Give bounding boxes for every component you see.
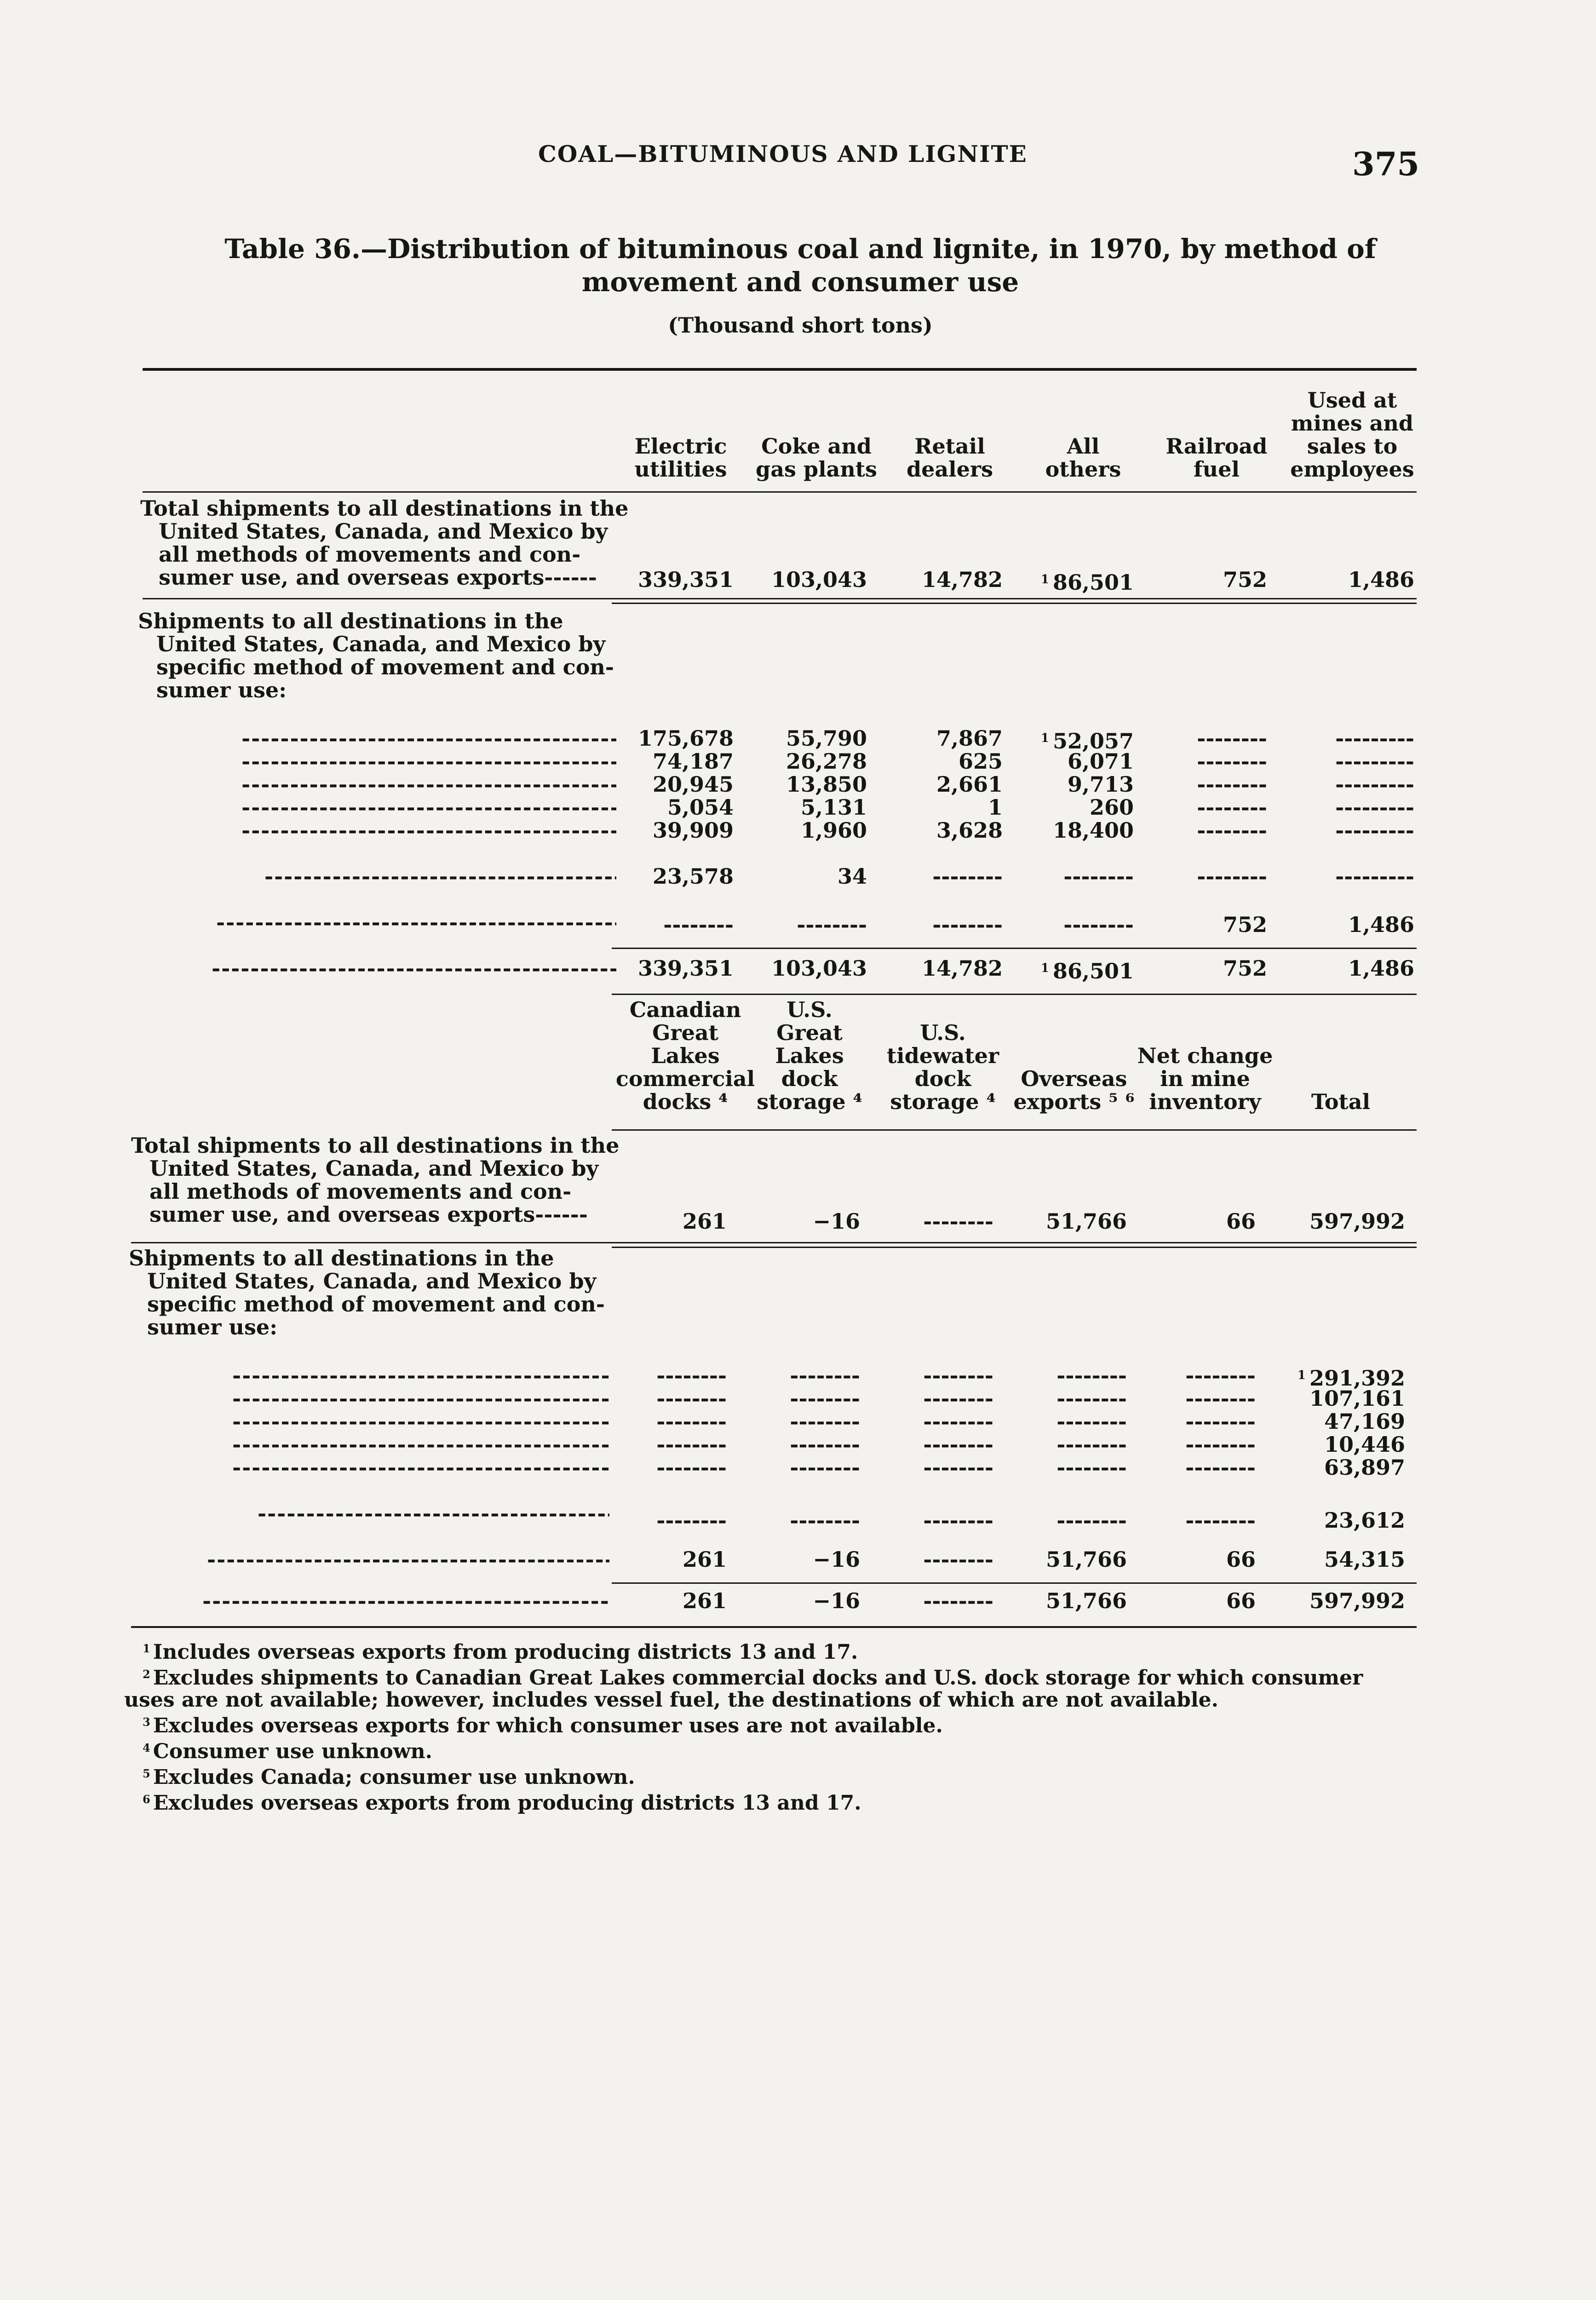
part2-column-header-line: in mine [1160,1066,1250,1091]
part2-tramway-cell: -------- [656,1508,727,1533]
part2-total-shipments-cell: 261 [682,1209,727,1234]
part1-row-label [241,773,616,796]
footnote-item [124,1638,1421,1663]
footnote-item [124,1737,1421,1763]
part1-column-header-line: Retail [914,434,985,459]
part2-row-cell: -------- [1185,1409,1256,1434]
part1-row-cell: 5,054 [667,795,734,820]
part2-column-header-line: Net change [1137,1043,1273,1068]
table-rule [143,491,1417,493]
part2-column-header-line: commercial [615,1066,755,1091]
part1-grand-total-label [212,957,616,980]
part2-row-cell: -------- [1056,1409,1127,1434]
part1-column-header-line: Coke and [761,434,872,459]
part2-row-cell: $^1$ 291,392 [1297,1366,1405,1391]
part2-row-cell: -------- [790,1409,860,1434]
part2-column-header-line: Lakes [775,1043,844,1068]
part1-column-header [1138,435,1295,481]
part1-specific-label [138,610,614,702]
part2-column-header-line: Total [1311,1089,1371,1114]
part2-row-cell: -------- [1185,1386,1256,1411]
part1-unknown-cell: -------- [1063,912,1134,937]
part2-specific-label-line: specific method of movement and con- [147,1292,605,1317]
part2-specific-label-line: United States, Canada, and Mexico by [147,1269,597,1294]
footnote-mark: 2 [143,1668,150,1681]
footnote-text: Excludes overseas exports from producing districts 13 and 17. [153,1791,861,1815]
part1-specific-label-line: Shipments to all destinations in the [138,609,563,633]
part1-row-cell: 2,661 [936,772,1003,797]
part2-tramway-cell: 23,612 [1324,1508,1405,1533]
part2-column-header-line: U.S. [787,997,832,1022]
part1-row-cell: 3,628 [936,818,1003,843]
part2-column-header-line: storage ⁴ [757,1089,862,1114]
part2-column-header-line: exports ⁵ ⁶ [1013,1089,1135,1114]
part2-grand-total-cell: −16 [813,1588,860,1613]
part1-total-shipments-cell: 752 [1223,567,1267,592]
part2-column-header-line: inventory [1149,1089,1261,1114]
part2-row-cell: 10,446 [1324,1432,1405,1457]
table-title-line-2: movement and consumer use [581,266,1019,298]
footnote-item [124,1663,1421,1689]
part1-row-cell: --------- [1335,749,1414,774]
part1-row-cell: --------- [1335,772,1414,797]
part2-unknown-cell: -------- [923,1547,993,1572]
part2-column-header-line: dock [781,1066,838,1091]
part2-unknown-cell: 54,315 [1324,1547,1405,1572]
part2-total-shipments-label [131,1134,619,1226]
part2-row-cell: -------- [1056,1432,1127,1457]
part2-total-shipments-cell: 66 [1226,1209,1256,1234]
part1-total-shipments-label-line: all methods of movements and con- [159,542,581,567]
footnote-text: Excludes Canada; consumer use unknown. [153,1765,635,1789]
part2-row-cell: -------- [923,1432,993,1457]
part1-tramway-cell: -------- [1197,864,1267,889]
part2-row-cell: -------- [656,1386,727,1411]
table-rule [612,1129,1417,1131]
part1-row-cell: 175,678 [637,726,734,751]
part2-row-cell: -------- [790,1455,860,1480]
part1-row-cell: --------- [1335,726,1414,751]
part2-grand-total-cell: 261 [682,1588,727,1613]
part2-total-shipments-label-line: United States, Canada, and Mexico by [149,1156,599,1181]
part1-row-cell: -------- [1197,726,1267,751]
footnote-item [124,1689,1421,1711]
part1-unknown-cell: 1,486 [1348,912,1414,937]
part2-grand-total-cell: 597,992 [1309,1588,1405,1613]
part1-column-header [1274,389,1430,481]
footnote-mark: 6 [143,1793,150,1806]
part2-column-header [731,998,888,1113]
part1-row-cell: 6,071 [1067,749,1134,774]
page-number: 375 [1352,145,1420,183]
part2-column-header-line: tidewater [886,1043,999,1068]
part1-row-cell: 26,278 [786,749,867,774]
part2-total-shipments-cell: −16 [813,1209,860,1234]
part2-row-label [232,1364,609,1387]
part1-tramway-cell: -------- [932,864,1003,889]
part2-column-header-line: storage ⁴ [890,1089,996,1114]
footnote-mark: 5 [143,1767,150,1780]
part1-row-label [241,727,616,750]
part1-total-shipments-label-line: Total shipments to all destinations in the [140,496,629,521]
part2-row-cell: -------- [1185,1432,1256,1457]
table-rule [143,598,1417,599]
part2-row-cell: -------- [923,1455,993,1480]
part1-column-header-line: gas plants [756,457,877,482]
part1-row-cell: 260 [1089,795,1134,820]
part1-column-header-line: others [1045,457,1121,482]
part1-column-header [872,435,1028,481]
part1-row-cell: 9,713 [1067,772,1134,797]
part1-row-label [241,819,616,842]
part1-total-shipments-cell: $^1$ 86,501 [1040,570,1134,595]
part1-unknown-cell: 752 [1223,912,1267,937]
part1-total-shipments-label-line: United States, Canada, and Mexico by [159,519,608,544]
part1-column-header-line: utilities [634,457,727,482]
part1-unknown-cell: -------- [932,912,1003,937]
part2-column-header-line: docks ⁴ [643,1089,728,1114]
part2-column-header-line: Canadian [629,997,741,1022]
part1-row-cell: -------- [1197,795,1267,820]
footnote-text: Excludes overseas exports for which consumer uses are not available. [153,1714,943,1737]
part2-tramway-cell: -------- [923,1508,993,1533]
part2-row-cell: -------- [1056,1455,1127,1480]
part1-grand-total-cell: 1,486 [1348,956,1414,981]
footnotes [124,1638,1421,1814]
part1-row-cell: -------- [1197,749,1267,774]
footnote-mark: 1 [1040,961,1049,975]
part1-specific-label-line: specific method of movement and con- [156,655,614,679]
part1-tramway-cell: 34 [837,864,867,889]
part1-tramway-cell: --------- [1335,864,1414,889]
part2-row-cell: -------- [923,1386,993,1411]
table-rule [612,1582,1417,1584]
part2-row-cell: -------- [1185,1363,1256,1388]
part1-tramway-cell: -------- [1063,864,1134,889]
part2-unknown-cell: 261 [682,1547,727,1572]
part2-grand-total-label [202,1589,609,1612]
part2-row-cell: -------- [923,1409,993,1434]
part1-column-header-line: All [1067,434,1100,459]
running-head: COAL—BITUMINOUS AND LIGNITE [538,140,1028,167]
footnote-mark: 1 [1040,573,1049,586]
part2-row-cell: -------- [1056,1386,1127,1411]
part1-column-header [738,435,895,481]
part2-column-header-line: Great [652,1020,718,1045]
part1-row-cell: 20,945 [652,772,734,797]
footnote-mark: 1 [1040,731,1049,745]
part1-grand-total-cell: $^1$ 86,501 [1040,959,1134,983]
part2-row-cell: -------- [656,1363,727,1388]
part1-grand-total-cell: 14,782 [921,956,1003,981]
part2-row-cell: -------- [790,1432,860,1457]
part1-row-cell: --------- [1335,818,1414,843]
part1-row-cell: 13,850 [786,772,867,797]
table-title-line-1: Table 36.—Distribution of bituminous coal and lignite, in 1970, by method of [224,233,1376,264]
part2-grand-total-cell: 66 [1226,1588,1256,1613]
part2-specific-label-line: Shipments to all destinations in the [129,1246,554,1271]
part1-column-header-line: Used at [1307,388,1397,413]
part2-row-cell: -------- [656,1432,727,1457]
part2-unknown-cell: −16 [813,1547,860,1572]
part2-row-label [232,1387,609,1410]
part1-row-cell: -------- [1197,772,1267,797]
part2-row-cell: 107,161 [1309,1386,1405,1411]
part1-total-shipments-label [140,497,628,589]
part2-column-header-line: dock [914,1066,971,1091]
table-rule [612,603,1417,604]
part1-total-shipments-cell: 103,043 [771,567,867,592]
part2-total-shipments-label-line: Total shipments to all destinations in the [131,1133,620,1158]
part1-row-cell: 5,131 [800,795,867,820]
part2-total-shipments-cell: 597,992 [1309,1209,1405,1234]
part2-specific-label-line: sumer use: [147,1315,278,1340]
part1-total-shipments-cell: 1,486 [1348,567,1414,592]
footnote-mark: 4 [143,1741,150,1754]
part2-row-label [232,1433,609,1456]
footnote-mark: 1 [143,1642,150,1655]
part1-row-label [241,796,616,819]
part1-row-cell: 39,909 [652,818,734,843]
part1-specific-label-line: sumer use: [156,678,287,702]
part2-row-cell: 47,169 [1324,1409,1405,1434]
footnote-text: Consumer use unknown. [153,1740,432,1763]
part1-column-header-line: employees [1290,457,1414,482]
footnote-mark: 3 [143,1715,150,1729]
part2-unknown-cell: 51,766 [1045,1547,1127,1572]
part2-unknown-label-cont [207,1548,609,1571]
part2-row-cell: -------- [1056,1363,1127,1388]
part2-unknown-cell: 66 [1226,1547,1256,1572]
part2-column-header-line: Lakes [651,1043,720,1068]
footnote-text: Includes overseas exports from producing districts 13 and 17. [153,1640,858,1664]
part2-total-shipments-label-line: all methods of movements and con- [149,1179,572,1204]
part2-row-cell: -------- [923,1363,993,1388]
table-unit: (Thousand short tons) [668,313,933,338]
part1-specific-label-line: United States, Canada, and Mexico by [156,632,606,656]
table-rule [143,368,1417,371]
part1-grand-total-cell: 103,043 [771,956,867,981]
part2-row-label [232,1456,609,1479]
part1-tramway-label-cont [264,865,616,888]
part2-row-cell: -------- [656,1455,727,1480]
part2-row-cell: -------- [790,1386,860,1411]
part2-row-label [232,1410,609,1433]
part1-column-header-line: sales to [1307,434,1398,459]
part1-grand-total-cell: 339,351 [637,956,734,981]
part2-tramway-label-cont [258,1502,609,1525]
part1-row-cell: 1,960 [800,818,867,843]
part1-column-header-line: mines and [1291,411,1414,436]
footnote-text: Excludes shipments to Canadian Great Lakes commercial docks and U.S. dock storage for which consumer [153,1666,1363,1690]
part1-grand-total-cell: 752 [1223,956,1267,981]
footnote-mark: 1 [1297,1368,1306,1382]
part1-unknown-label-cont [216,911,616,934]
part2-tramway-cell: -------- [1056,1508,1127,1533]
part1-row-label [241,750,616,773]
part2-row-cell: -------- [1185,1455,1256,1480]
part1-row-cell: 74,187 [652,749,734,774]
part1-row-cell: -------- [1197,818,1267,843]
part1-unknown-cell: -------- [663,912,734,937]
part1-row-cell: $^1$ 52,057 [1040,729,1134,753]
part2-row-cell: -------- [656,1409,727,1434]
table-title [193,232,1407,299]
part2-tramway-cell: -------- [790,1508,860,1533]
part1-column-header-line: fuel [1194,457,1240,482]
part1-column-header [603,435,759,481]
footnote-text: uses are not available; however, includes vessel fuel, the destinations of which are not available. [124,1688,1218,1712]
part2-tramway-cell: -------- [1185,1508,1256,1533]
part1-column-header [1005,435,1161,481]
part2-total-shipments-label-line: sumer use, and overseas exports------ [149,1202,588,1227]
part2-specific-label [129,1247,605,1339]
part1-unknown-cell: -------- [797,912,867,937]
part2-grand-total-cell: -------- [923,1588,993,1613]
part1-row-cell: 625 [958,749,1003,774]
part1-column-header-line: dealers [906,457,993,482]
part1-row-cell: 1 [987,795,1003,820]
footnote-item [124,1763,1421,1788]
part2-column-header [1127,1044,1283,1113]
part1-total-shipments-label-line: sumer use, and overseas exports------ [159,565,597,590]
part2-grand-total-cell: 51,766 [1045,1588,1127,1613]
part1-tramway-cell: 23,578 [652,864,734,889]
table-rule [131,1626,1417,1628]
part2-column-header-line: Overseas [1021,1066,1127,1091]
part1-total-shipments-cell: 339,351 [637,567,734,592]
footnote-item [124,1788,1421,1814]
part1-total-shipments-cell: 14,782 [921,567,1003,592]
part1-row-cell: --------- [1335,795,1414,820]
part2-row-cell: 63,897 [1324,1455,1405,1480]
table-rule [612,948,1417,949]
part1-row-cell: 55,790 [786,726,867,751]
table-rule [612,1247,1417,1248]
part2-column-header-line: U.S. [920,1020,966,1045]
part2-total-shipments-cell: 51,766 [1045,1209,1127,1234]
part1-row-cell: 18,400 [1052,818,1134,843]
part2-row-cell: -------- [790,1363,860,1388]
table-rule [131,1242,1417,1243]
part2-total-shipments-cell: -------- [923,1209,993,1234]
part1-column-header-line: Electric [634,434,727,459]
part2-column-header-line: Great [776,1020,843,1045]
footnote-item [124,1711,1421,1737]
table-rule [612,994,1417,995]
part1-column-header-line: Railroad [1165,434,1268,459]
part2-column-header [1263,1090,1419,1113]
part1-row-cell: 7,867 [936,726,1003,751]
